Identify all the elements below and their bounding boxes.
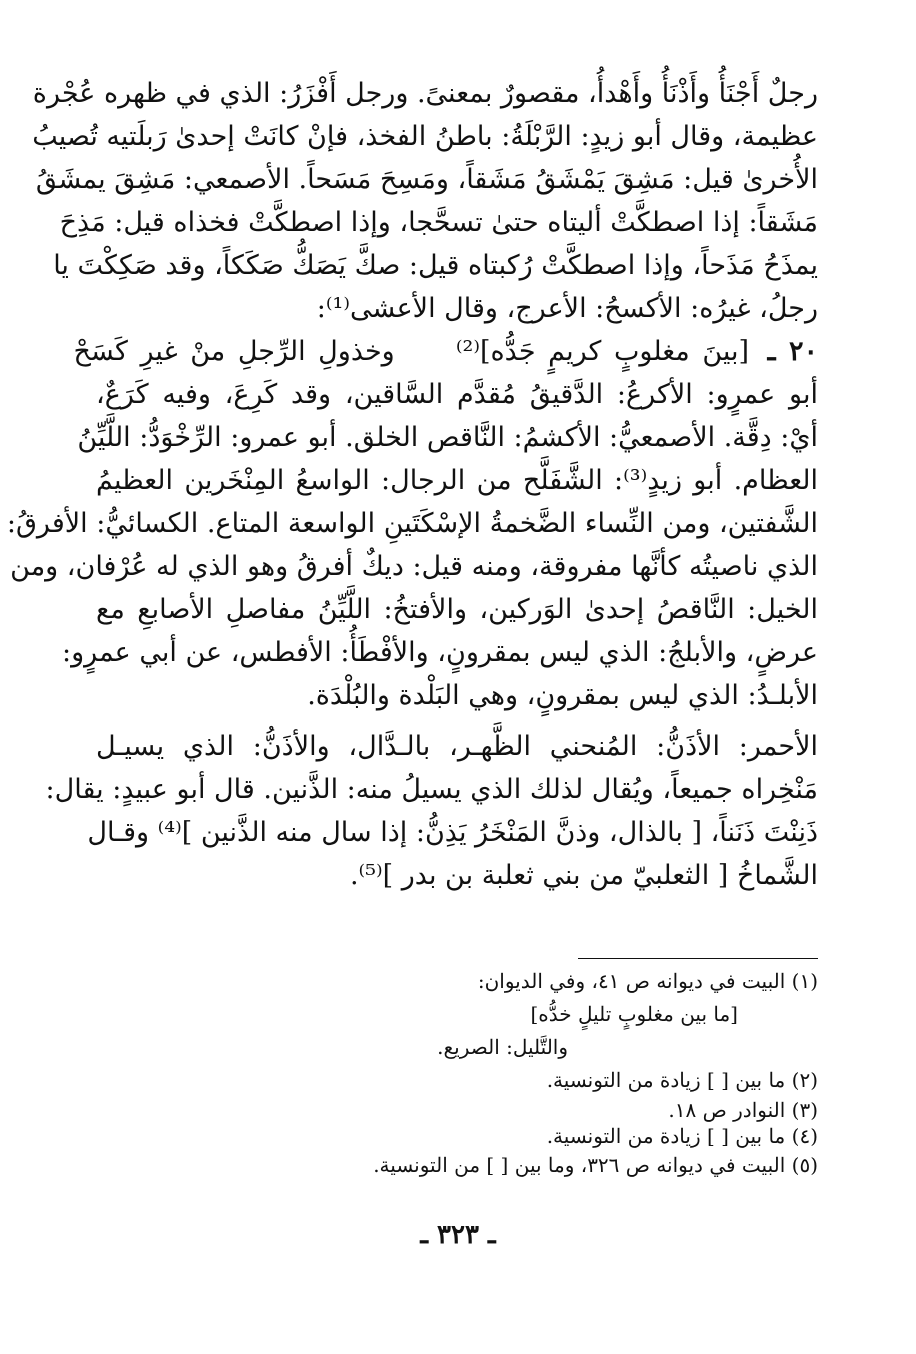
footnote-divider [578, 958, 818, 959]
text-line: الذي ناصيتُه كأنَّها مفروقة، ومنه قيل: ديكٌ أفرقُ وهو الذي له عُرْفان، ومن [10, 551, 818, 582]
footnote: (١) البيت في ديوانه ص ٤١، وفي الديوان: [477, 969, 818, 993]
footnote: (٤) ما بين [ ] زيادة من التونسية. [546, 1124, 818, 1148]
page-number: ـ ٣٢٣ ـ [420, 1220, 496, 1250]
main-text [6, 72, 818, 897]
footnotes [96, 958, 818, 1182]
text-line: ذَنِنْتَ ذَنَناً، [ بالذال، وذنَّ المَنْخَرُ يَذِنُّ: إذا سال منه الذَّنين ]⁽⁴⁾ وقـال [87, 817, 818, 848]
footnote-quote: [ما بين مغلوبٍ تليلٍ خدُّه] [530, 1002, 738, 1026]
text-line: عظيمة، وقال أبو زيدٍ: الرَّبْلَةُ: باطنُ الفخذ، فإنْ كانَتْ إحدىٰ رَبلَتيه تُصيبُ [32, 121, 818, 152]
text-line: رجلٌ أَجْنَأُ وأَذْنَأُ وأَهْدأُ، مقصورٌ بمعنىً. ورجل أَفْزَرُ: الذي في ظهره عُجْرة [32, 78, 818, 109]
footnote: (٢) ما بين [ ] زيادة من التونسية. [546, 1068, 818, 1092]
text-line: عرضٍ، والأبلجُ: الذي ليس بمقرونٍ، والأفْطَأُ: الأفطس، عن أبي عمرٍو: [62, 637, 818, 668]
text-line: الشَّماخُ [ الثعلبيّ من بني ثعلبة بن بدر ]⁽⁵⁾. [349, 860, 818, 891]
text-line: العظام. أبو زيدٍ⁽³⁾: الشَّفَلَّح من الرجال: الواسعُ المِنْخَرين العظيمُ [96, 465, 818, 496]
footnote-gloss: والتَّليل: الصريع. [437, 1035, 568, 1059]
verse-first-hemistich: [بينَ مغلوبٍ كريمٍ جَدُّه]⁽²⁾ [455, 336, 750, 367]
text-line: الشَّفتين، ومن النِّساء الضَّخمةُ الإسْكَتَينِ الواسعة المتاع. الكسائيُّ: الأفرقُ: [6, 508, 818, 539]
footnote: (٣) النوادر ص ١٨. [668, 1098, 818, 1122]
verse-second-hemistich: وخذولِ الرِّجلِ منْ غيرِ كَسَحْ [73, 336, 395, 367]
paragraph-gap [96, 717, 818, 725]
text-line: الخيل: النَّاقصُ إحدىٰ الوَركين، والأفتخُ: اللَّيِّنُ مفاصلِ الأصابعِ مع [96, 594, 818, 625]
text-line: الأحمر: الأذَنُّ: المُنحني الظَّهـر، بالـدَّال، والأذَنُّ: الذي يسيـل [96, 731, 818, 762]
text-line: الأُخرىٰ قيل: مَشِقَ يَمْشَقُ مَشَقاً، ومَسِحَ مَسَحاً. الأصمعي: مَشِقَ يمشَقُ [35, 164, 818, 195]
text-line: أيْ: دِقَّة. الأصمعيُّ: الأكشمُ: النَّاقص الخلق. أبو عمرو: الرِّخْوَدُّ: اللَّيِّنُ [77, 422, 818, 453]
verse-line [73, 330, 818, 373]
text-line: أبو عمرٍو: الأكرعُ: الدَّقيقُ مُقدَّم السَّاقين، وقد كَرِعَ، وفيه كَرَعٌ، [96, 379, 818, 410]
text-line: رجلُ، غيرُه: الأكسحُ: الأعرج، وقال الأعشى⁽¹⁾: [316, 293, 818, 324]
verse-number: ٢٠ ـ [767, 336, 818, 367]
text-line: مَنْخِراه جميعاً، ويُقال لذلك الذي يسيلُ منه: الذَّنين. قال أبو عبيدٍ: يقال: [45, 774, 818, 805]
text-line: يمذَحُ مَذَحاً، وإذا اصطكَّتْ رُكبتاه قيل: صكَّ يَصَكُّ صَكَكاً، وقد صَكِكْتَ يا [53, 250, 818, 281]
text-line: مَشَقاً: إذا اصطكَّتْ أليتاه حتىٰ تسحَّجا، وإذا اصطكَّتْ فخذاه قيل: مَذِحَ [59, 207, 818, 238]
text-line: الأبلـدُ: الذي ليس بمقرونٍ، وهي البَلْدة والبُلْدَة. [307, 680, 818, 711]
footnote: (٥) البيت في ديوانه ص ٣٢٦، وما بين [ ] من التونسية. [373, 1153, 818, 1177]
